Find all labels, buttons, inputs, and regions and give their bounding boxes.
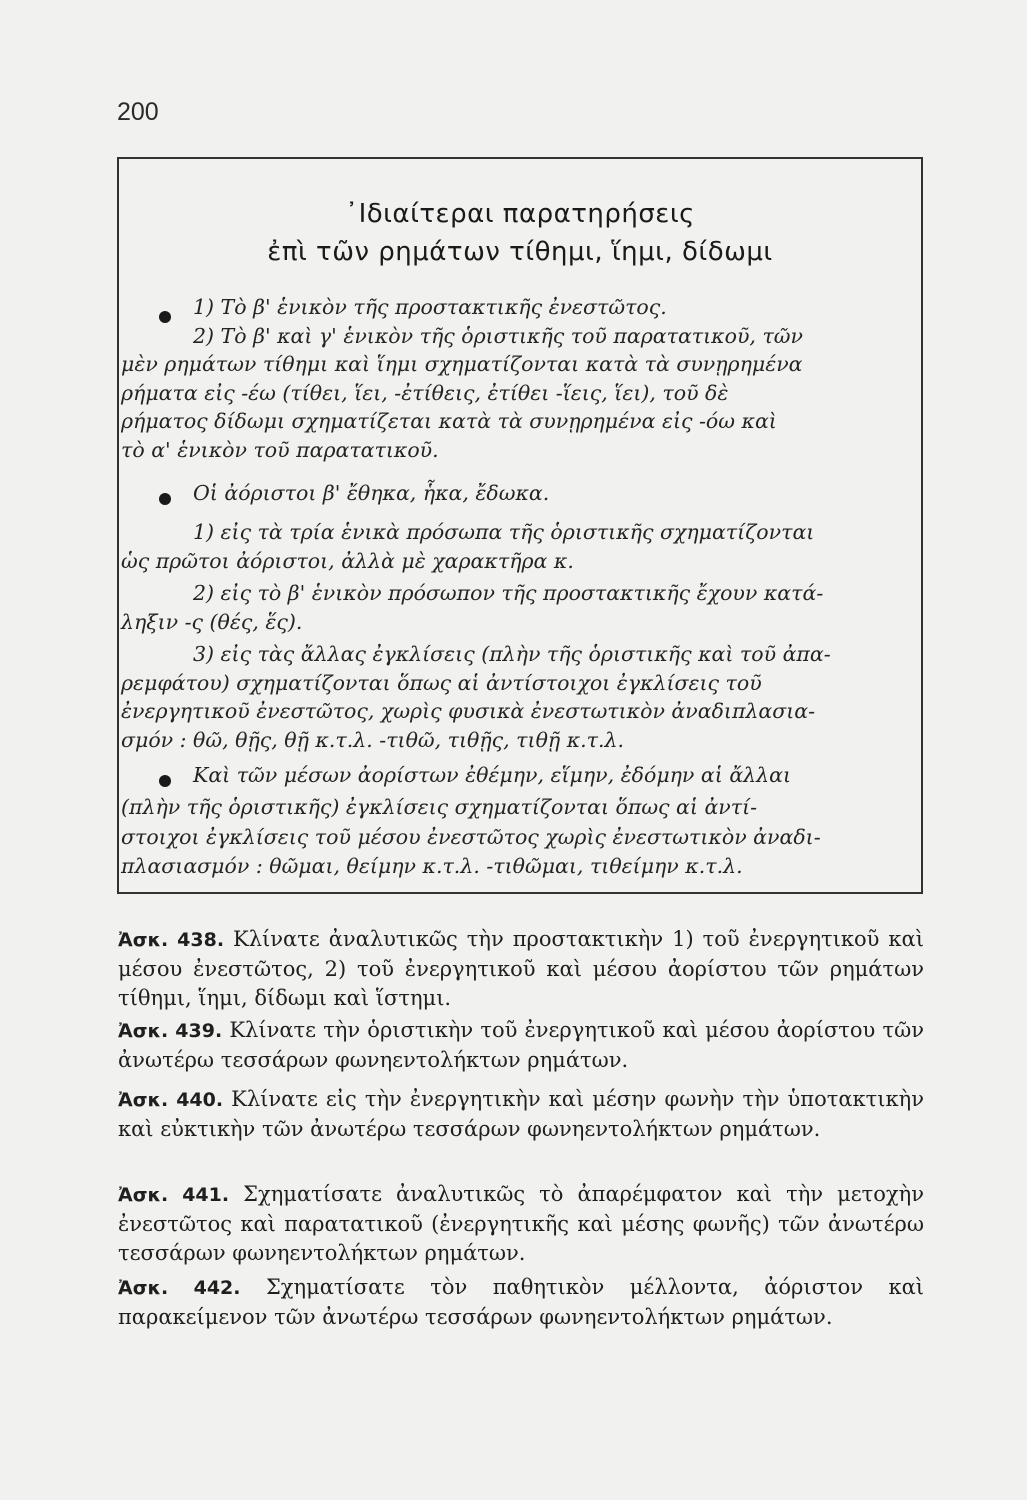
note-line: 1) εἰς τὰ τρία ἑνικὰ πρόσωπα τῆς ὁριστικῆς σχηματίζονται [193, 520, 815, 544]
exercise-text: Σχηματίσατε ἀναλυτικῶς τὸ ἀπαρέμφατον καὶ τὴν μετοχὴν ἐνεστῶτος καὶ παρατατικοῦ (ἐνεργητικῆς καὶ μέσης φωνῆς) τῶν ἀνωτέρω τεσσάρων φωνηεντολήκτων ρημάτων. [118, 1182, 924, 1265]
note-line: ρήματα εἰς -έω (τίθει, ἵει, -ἐτίθεις, ἐτίθει -ἵεις, ἵει), τοῦ δὲ [121, 381, 729, 405]
note-line: στοιχοι ἐγκλίσεις τοῦ μέσου ἐνεστῶτος χωρὶς ἐνεστωτικὸν ἀναδι- [121, 825, 821, 849]
note-line: (πλὴν τῆς ὁριστικῆς) ἐγκλίσεις σχηματίζονται ὅπως αἱ ἀντί- [121, 795, 758, 819]
note-line: ρεμφάτου) σχηματίζονται ὅπως αἱ ἀντίστοιχοι ἐγκλίσεις τοῦ [121, 671, 762, 695]
exercise [118, 1180, 924, 1268]
exercise-label: Ἀσκ. 440. [118, 1089, 224, 1111]
note-line: σμόν : θῶ, θῇς, θῇ κ.τ.λ. -τιθῶ, τιθῇς, τιθῇ κ.τ.λ. [121, 728, 625, 752]
note-line: 1) Τὸ β' ἑνικὸν τῆς προστακτικῆς ἐνεστῶτος. [193, 295, 667, 319]
bullet-icon [159, 311, 171, 323]
note-line: μὲν ρημάτων τίθημι καὶ ἵημι σχηματίζονται κατὰ τὰ συνῃρημένα [121, 352, 803, 376]
note-line: τὸ α' ἑνικὸν τοῦ παρατατικοῦ. [121, 438, 439, 462]
exercise-label: Ἀσκ. 438. [118, 929, 225, 951]
note-line: 3) εἰς τὰς ἄλλας ἐγκλίσεις (πλὴν τῆς ὁριστικῆς καὶ τοῦ ἀπα- [193, 642, 831, 666]
exercise-text: Κλίνατε ἀναλυτικῶς τὴν προστακτικὴν 1) τοῦ ἐνεργητικοῦ καὶ μέσου ἐνεστῶτος, 2) τοῦ ἐνεργητικοῦ καὶ μέσου ἀορίστου τῶν ρημάτων τίθημι, ἵημι, δίδωμι καὶ ἵστημι. [118, 927, 924, 1010]
note-line: 2) Τὸ β' καὶ γ' ἑνικὸν τῆς ὁριστικῆς τοῦ παρατατικοῦ, τῶν [193, 324, 803, 348]
box-title-line-2: ἐπὶ τῶν ρημάτων τίθημι, ἵημι, δίδωμι [267, 237, 773, 267]
note-line: ρήματος δίδωμι σχηματίζεται κατὰ τὰ συνῃρημένα εἰς -όω καὶ [121, 409, 777, 433]
exercise-label: Ἀσκ. 441. [118, 1184, 230, 1206]
exercise [118, 1085, 924, 1144]
note-line: Καὶ τῶν μέσων ἀορίστων ἐθέμην, εἵμην, ἐδόμην αἱ ἄλλαι [193, 763, 792, 787]
note-line: ὡς πρῶτοι ἀόριστοι, ἀλλὰ μὲ χαρακτῆρα κ. [121, 549, 574, 573]
note-line: ληξιν -ς (θές, ἕς). [121, 610, 303, 634]
note-line: 2) εἰς τὸ β' ἑνικὸν πρόσωπον τῆς προστακτικῆς ἔχουν κατά- [193, 581, 824, 605]
exercise [118, 1016, 924, 1075]
note-line: πλασιασμόν : θῶμαι, θείμην κ.τ.λ. -τιθῶμαι, τιθείμην κ.τ.λ. [121, 854, 743, 878]
note-line: Οἱ ἀόριστοι β' ἔθηκα, ἧκα, ἔδωκα. [193, 481, 550, 505]
exercise-label: Ἀσκ. 439. [118, 1020, 223, 1042]
exercise-text: Κλίνατε εἰς τὴν ἐνεργητικὴν καὶ μέσην φωνὴν τὴν ὑποτακτικὴν καὶ εὐκτικὴν τῶν ἀνωτέρω τεσσάρων φωνηεντολήκτων ρημάτων. [118, 1087, 924, 1141]
exercise-label: Ἀσκ. 442. [118, 1277, 241, 1299]
bullet-icon [159, 493, 171, 505]
exercise [118, 1273, 924, 1332]
exercise [118, 925, 924, 1013]
exercise-text: Κλίνατε τὴν ὁριστικὴν τοῦ ἐνεργητικοῦ καὶ μέσου ἀορίστου τῶν ἀνωτέρω τεσσάρων φωνηεντολήκτων ρημάτων. [118, 1018, 924, 1072]
box-title-line-1: ᾿Ιδιαίτεραι παρατηρήσεις [345, 199, 695, 229]
note-line: ἐνεργητικοῦ ἐνεστῶτος, χωρὶς φυσικὰ ἐνεστωτικὸν ἀναδιπλασια- [121, 699, 816, 723]
notes-box [117, 157, 923, 893]
page-number: 200 [117, 98, 159, 126]
bullet-icon [159, 775, 171, 787]
exercise-text: Σχηματίσατε τὸν παθητικὸν μέλλοντα, ἀόριστον καὶ παρακείμενον τῶν ἀνωτέρω τεσσάρων φωνηεντολήκτων ρημάτων. [118, 1275, 924, 1329]
